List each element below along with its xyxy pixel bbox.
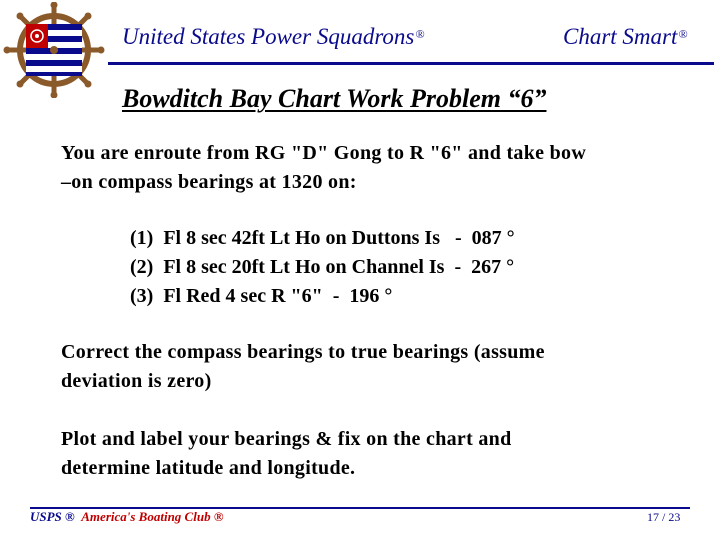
wheel-hub [50,46,58,54]
correct-bearings-paragraph [61,338,545,396]
bearings-list [130,224,515,311]
intro-line: –on compass bearings at 1320 on: [61,171,357,193]
header-org-name [122,24,425,50]
correct-line: deviation is zero) [61,370,212,392]
header-course-registered-mark: ® [678,27,688,41]
page-number: 17 / 23 [647,510,681,524]
header-org-registered-mark: ® [415,27,425,41]
footer-org: USPS ® [30,509,75,524]
footer-branding [30,509,224,525]
header-org-text: United States Power Squadrons [122,24,415,49]
plot-line: Plot and label your bearings & fix on the chart and [61,428,512,450]
slide-title: Bowditch Bay Chart Work Problem “6” [122,84,547,113]
bearing-item: (3) Fl Red 4 sec R "6" - 196 ° [130,285,393,307]
bearing-item: (1) Fl 8 sec 42ft Lt Ho on Duttons Is - 087 ° [130,227,515,249]
intro-paragraph [61,139,586,197]
plot-instructions-paragraph [61,425,512,483]
footer-club: America's Boating Club ® [81,509,224,524]
intro-line: You are enroute from RG "D" Gong to R "6" and take bow [61,142,587,164]
plot-line: determine latitude and longitude. [61,457,356,479]
header-course-name [563,24,688,50]
header-course-text: Chart Smart [563,24,678,49]
header-divider [108,62,714,65]
correct-line: Correct the compass bearings to true bearings (assume [61,341,545,363]
usps-ships-wheel-logo [2,2,106,98]
bearing-item: (2) Fl 8 sec 20ft Lt Ho on Channel Is - 267 ° [130,256,515,278]
